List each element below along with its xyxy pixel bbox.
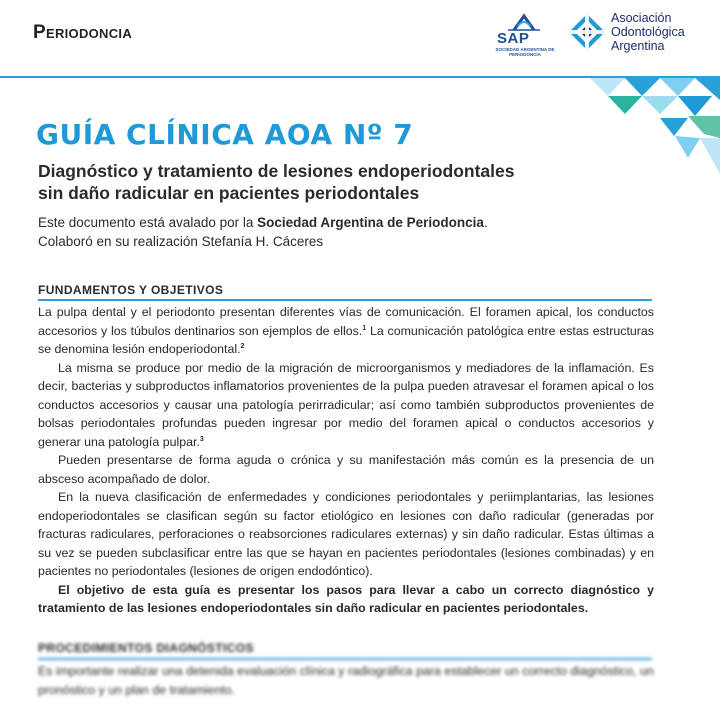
aoa-name-line2: Odontológica bbox=[611, 25, 685, 39]
endorsement-suffix: . bbox=[483, 215, 488, 230]
collaborator-line: Colaboró en su realización Stefanía H. Cáceres bbox=[38, 234, 324, 249]
sap-logo-text: SAP bbox=[497, 30, 530, 47]
page-header bbox=[0, 0, 720, 78]
document-subtitle bbox=[38, 160, 598, 204]
endorsement-line bbox=[38, 213, 678, 232]
paragraph-2-text: La misma se produce por medio de la migración de microorganismos y mediadores de la inflamación. Es decir, bacterias y subproductos inflamatorios provenientes de la pulpa pueden atravesar el foramen apical o los conductos accesorios y causar una patología perirradicular; así como también subproductos provenientes de bolsas periodontales profundas pueden ingresar por medio del foramen apical o conductos accesorios y generar una patología pulpar. bbox=[38, 360, 654, 449]
page-title: GUÍA CLÍNICA AOA Nº 7 bbox=[36, 118, 414, 151]
reference-1: 1 bbox=[362, 324, 367, 332]
section-label-text: Periodoncia bbox=[33, 22, 133, 43]
paragraph-3: Pueden presentarse de forma aguda o crónica y su manifestación más común es la presencia de un absceso acompañado de dolor. bbox=[38, 453, 654, 486]
subtitle-line1: Diagnóstico y tratamiento de lesiones endoperiodontales bbox=[38, 161, 515, 181]
blurred-next-section bbox=[38, 641, 654, 699]
subtitle-line2: sin daño radicular en pacientes periodontales bbox=[38, 183, 420, 203]
reference-3: 3 bbox=[199, 435, 204, 443]
paragraph-4: En la nueva clasificación de enfermedades y condiciones periodontales y periimplantarias, las lesiones endoperiodontales se clasifican según su factor etiológico en lesiones con daño radicular (generadas por fracturas radiculares, perforaciones o reabsorciones radiculares externas) y sin daño radicular. Estas últimas a su vez se pueden subclasificar entre las que se hayan en pacientes periodontales (lesiones combinadas) y en pacientes no periodontales (lesiones de origen endodóntico). bbox=[38, 490, 654, 578]
paragraph-1-text-b: La comunicación patológica entre estas estructuras se denomina lesión endoperiodontal. bbox=[38, 323, 654, 356]
section-heading-procedimientos: PROCEDIMIENTOS DIAGNÓSTICOS bbox=[38, 641, 254, 655]
section-divider bbox=[38, 299, 652, 301]
paragraph-1 bbox=[38, 303, 654, 359]
section-divider-2 bbox=[38, 658, 652, 660]
aoa-name-line1: Asociación bbox=[611, 11, 672, 25]
endorsement-prefix: Este documento está avalado por la bbox=[38, 215, 258, 230]
aoa-name-line3: Argentina bbox=[611, 39, 665, 53]
aoa-name bbox=[611, 11, 685, 53]
paragraph-2 bbox=[38, 359, 654, 452]
paragraph-objective: El objetivo de esta guía es presentar los pasos para llevar a cabo un correcto diagnóstico y tratamiento de las lesiones endoperiodontales sin daño radicular en pacientes periodontales. bbox=[38, 582, 654, 615]
sap-logo-subtitle: SOCIEDAD ARGENTINA DE PERIODONCIA bbox=[495, 47, 555, 57]
section-label bbox=[33, 22, 132, 44]
paragraph-1-text-a: La pulpa dental y el periodonto presentan diferentes vías de comunicación. El foramen apical, los conductos accesorios y los túbulos dentinarios son ejemplos de ellos. bbox=[38, 305, 654, 338]
section-body-fundamentos bbox=[38, 303, 654, 618]
section-body-procedimientos: Es importante realizar una detenida evaluación clínica y radiográfica para establecer un correcto diagnóstico, un pronóstico y un plan de tratamiento. bbox=[38, 664, 654, 697]
endorsement-org: Sociedad Argentina de Periodoncia bbox=[257, 215, 484, 230]
reference-2: 2 bbox=[240, 342, 245, 350]
endorsement-block bbox=[38, 213, 678, 251]
section-heading-fundamentos: FUNDAMENTOS Y OBJETIVOS bbox=[38, 283, 224, 297]
aoa-logo-icon bbox=[567, 12, 607, 52]
